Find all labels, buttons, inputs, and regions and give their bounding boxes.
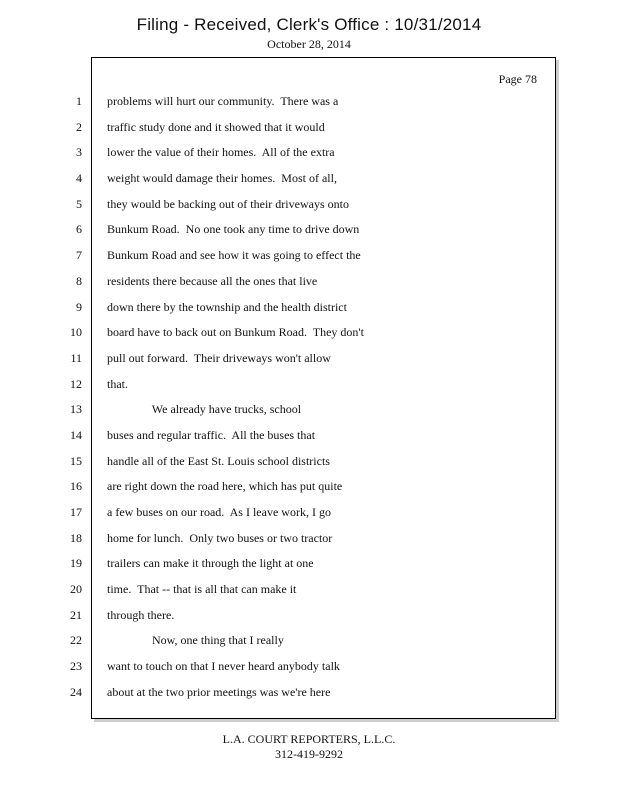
transcript-line: board have to back out on Bunkum Road. They don't [107, 325, 364, 340]
line-number: 22 [70, 633, 82, 648]
line-number: 16 [70, 479, 82, 494]
line-number: 20 [70, 582, 82, 597]
transcript-line: they would be backing out of their driveways onto [107, 196, 349, 211]
transcript-date: October 28, 2014 [267, 37, 351, 51]
transcript-text [107, 92, 547, 709]
reporter-phone: 312-419-9292 [275, 747, 343, 761]
transcript-line: lower the value of their homes. All of the extra [107, 145, 335, 160]
transcript-line: pull out forward. Their driveways won't allow [107, 350, 331, 365]
transcript-line: are right down the road here, which has put quite [107, 479, 343, 494]
line-number: 18 [70, 530, 82, 545]
line-number: 19 [70, 556, 82, 571]
line-number: 14 [70, 427, 82, 442]
line-number-column [56, 92, 82, 709]
transcript-line: problems will hurt our community. There was a [107, 94, 339, 108]
transcript-line: that. [107, 376, 128, 391]
line-number: 15 [70, 453, 82, 468]
transcript-line: handle all of the East St. Louis school districts [107, 453, 330, 468]
line-number: 5 [76, 196, 82, 211]
line-number: 7 [76, 248, 82, 263]
transcript-line: about at the two prior meetings was we're here [107, 684, 331, 699]
filing-stamp: Filing - Received, Clerk's Office : 10/31/2014 [136, 15, 482, 34]
transcript-line: buses and regular traffic. All the buses that [107, 427, 316, 442]
line-number: 24 [70, 684, 82, 699]
line-number: 1 [76, 94, 82, 108]
line-number: 13 [70, 402, 82, 417]
transcript-line: through there. [107, 607, 175, 622]
footer [0, 732, 618, 762]
transcript-line: traffic study done and it showed that it would [107, 119, 325, 134]
line-number: 11 [70, 350, 82, 365]
reporter-company: L.A. COURT REPORTERS, L.L.C. [222, 732, 396, 746]
page-number: Page 78 [498, 72, 537, 86]
line-number: 9 [76, 299, 82, 314]
line-number: 2 [76, 119, 82, 134]
line-number: 17 [70, 505, 82, 519]
transcript-line: a few buses on our road. As I leave work, I go [107, 505, 331, 519]
transcript-line: trailers can make it through the light at one [107, 556, 314, 571]
line-number: 21 [70, 607, 82, 622]
line-number: 12 [70, 376, 82, 391]
transcript-line: Bunkum Road. No one took any time to drive down [107, 222, 360, 237]
line-number: 3 [76, 145, 82, 160]
transcript-line: Bunkum Road and see how it was going to effect the [107, 248, 361, 263]
transcript-line: home for lunch. Only two buses or two tractor [107, 530, 333, 545]
line-number: 23 [70, 659, 82, 674]
line-number: 4 [76, 171, 82, 186]
transcript-line: time. That -- that is all that can make it [107, 582, 297, 597]
line-number: 6 [76, 222, 82, 237]
line-number: 10 [70, 325, 82, 340]
transcript-line: We already have trucks, school [107, 402, 302, 417]
transcript-line: down there by the township and the health district [107, 299, 347, 314]
transcript-line: weight would damage their homes. Most of all, [107, 171, 337, 186]
transcript-line: Now, one thing that I really [107, 633, 284, 648]
transcript-line: residents there because all the ones that live [107, 273, 318, 288]
transcript-line: want to touch on that I never heard anybody talk [107, 659, 340, 674]
line-number: 8 [76, 273, 82, 288]
